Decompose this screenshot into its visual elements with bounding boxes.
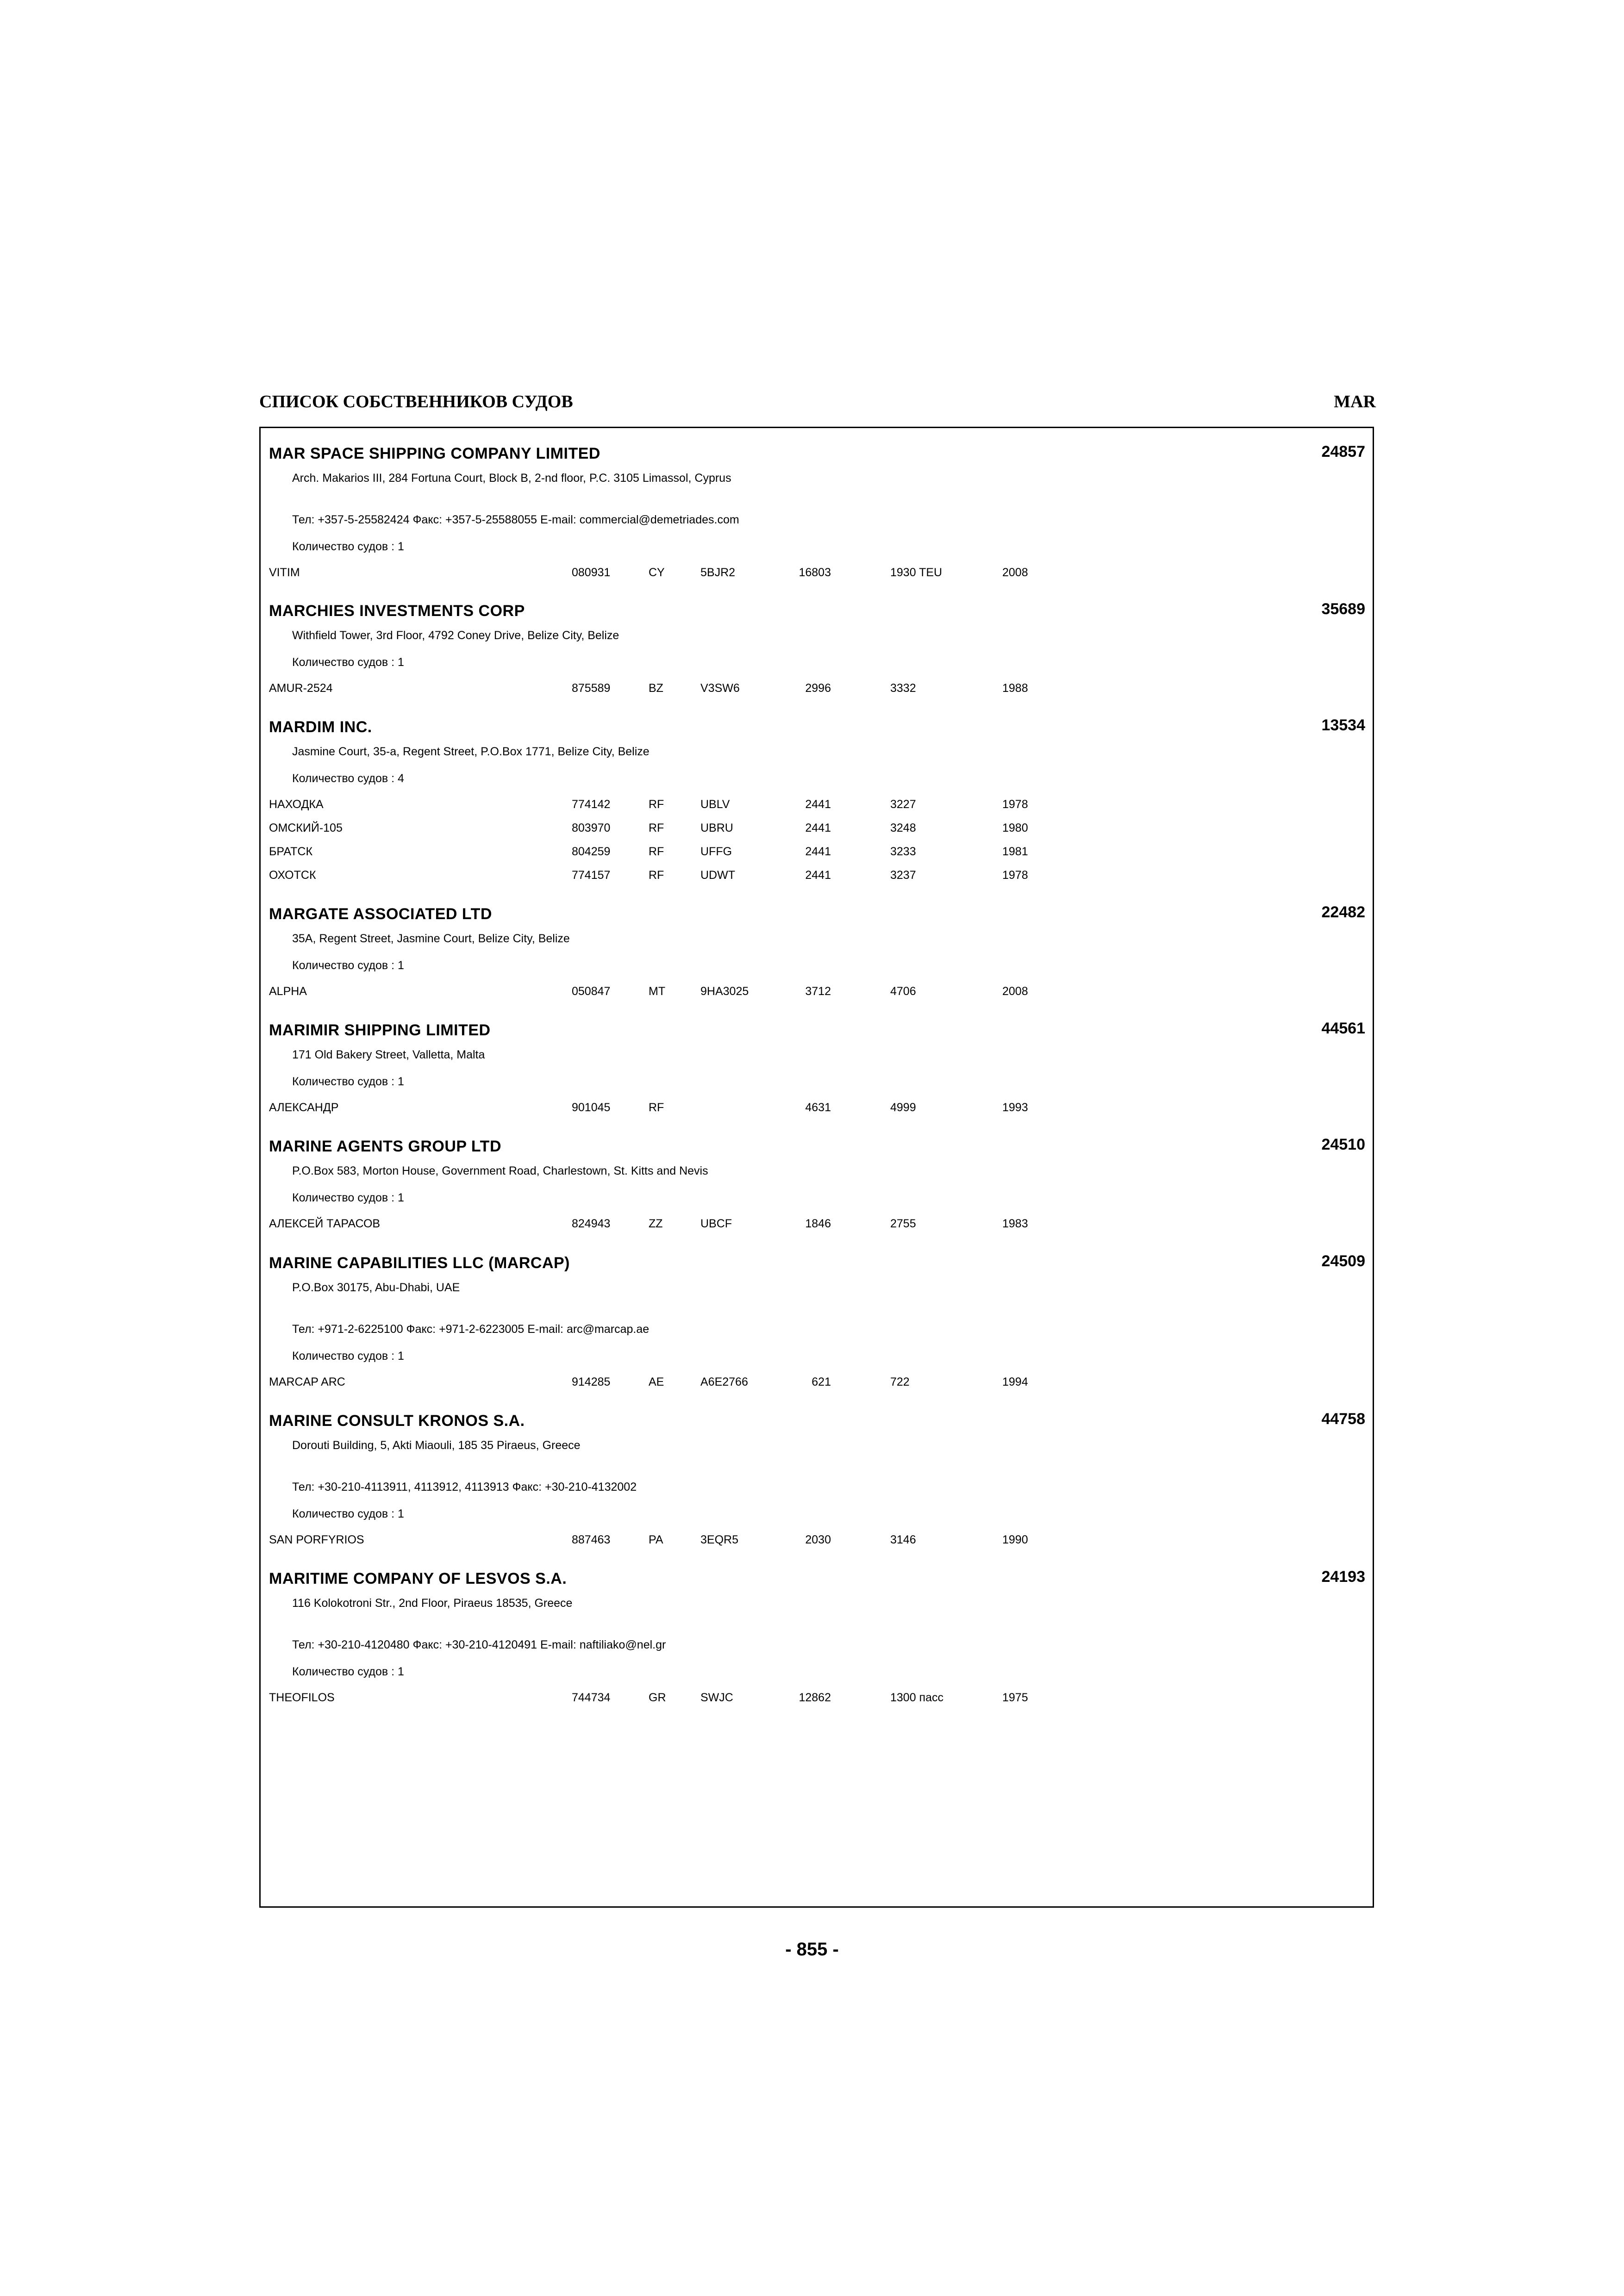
ship-id: 887463 — [572, 1533, 611, 1546]
company-name: MARINE CONSULT KRONOS S.A. — [269, 1412, 525, 1430]
ship-flag: AE — [649, 1375, 664, 1388]
company-address: P.O.Box 583, Morton House, Government Road, Charlestown, St. Kitts and Nevis — [292, 1164, 708, 1177]
company-contact: Тел: +30-210-4113911, 4113912, 4113913 Факс: +30-210-4132002 — [292, 1481, 637, 1493]
ship-gt: 2030 — [805, 1533, 831, 1546]
ship-id: 901045 — [572, 1101, 611, 1114]
ship-year: 1978 — [1002, 798, 1028, 811]
ship-callsign: UBRU — [700, 821, 733, 834]
ship-id: 050847 — [572, 985, 611, 998]
ship-flag: RF — [649, 821, 664, 834]
ship-callsign: 3EQR5 — [700, 1533, 738, 1546]
ship-name: SAN PORFYRIOS — [269, 1533, 364, 1546]
ship-name: АЛЕКСАНДР — [269, 1101, 339, 1114]
company-name: MARCHIES INVESTMENTS CORP — [269, 602, 525, 620]
company-name: MARIMIR SHIPPING LIMITED — [269, 1021, 491, 1039]
ship-year: 1983 — [1002, 1217, 1028, 1230]
ship-name: БРАТСК — [269, 845, 313, 858]
company-name: MARITIME COMPANY OF LESVOS S.A. — [269, 1570, 567, 1587]
ship-name: ОХОТСК — [269, 869, 316, 882]
vessel-count: Количество судов : 1 — [292, 1075, 404, 1088]
ship-id: 875589 — [572, 682, 611, 695]
ship-dwt: 3233 — [890, 845, 916, 858]
ship-gt: 1846 — [805, 1217, 831, 1230]
company-code: 24193 — [1321, 1568, 1365, 1586]
company-code: 13534 — [1321, 716, 1365, 734]
company-address: P.O.Box 30175, Abu-Dhabi, UAE — [292, 1281, 460, 1294]
ship-flag: ZZ — [649, 1217, 663, 1230]
company-name: MARINE CAPABILITIES LLC (MARCAP) — [269, 1254, 570, 1272]
ship-row — [261, 1217, 1373, 1233]
page-title: СПИСОК СОБСТВЕННИКОВ СУДОВ — [259, 392, 573, 411]
ship-row — [261, 798, 1373, 814]
ship-gt: 2441 — [805, 869, 831, 882]
ship-name: MARCAP ARC — [269, 1375, 345, 1388]
vessel-count: Количество судов : 4 — [292, 772, 404, 785]
section-letters: MAR — [1334, 392, 1376, 411]
ship-dwt: 3248 — [890, 821, 916, 834]
vessel-count: Количество судов : 1 — [292, 1665, 404, 1678]
company-address: 171 Old Bakery Street, Valletta, Malta — [292, 1048, 485, 1061]
vessel-count: Количество судов : 1 — [292, 959, 404, 972]
ship-dwt: 3146 — [890, 1533, 916, 1546]
ship-year: 1981 — [1002, 845, 1028, 858]
ship-id: 914285 — [572, 1375, 611, 1388]
ship-gt: 3712 — [805, 985, 831, 998]
ship-flag: GR — [649, 1691, 666, 1704]
ship-gt: 2441 — [805, 845, 831, 858]
ship-name: AMUR-2524 — [269, 682, 333, 695]
ship-callsign: UFFG — [700, 845, 732, 858]
ship-callsign: 9HA3025 — [700, 985, 749, 998]
ship-name: АЛЕКСЕЙ ТАРАСОВ — [269, 1217, 381, 1230]
ship-dwt: 2755 — [890, 1217, 916, 1230]
ship-row — [261, 821, 1373, 837]
ship-row — [261, 1101, 1373, 1117]
ship-year: 2008 — [1002, 566, 1028, 579]
ship-row — [261, 1691, 1373, 1707]
ship-flag: BZ — [649, 682, 663, 695]
ship-year: 2008 — [1002, 985, 1028, 998]
ship-dwt: 1300 пасс — [890, 1691, 944, 1704]
ship-callsign: UBLV — [700, 798, 730, 811]
company-name: MAR SPACE SHIPPING COMPANY LIMITED — [269, 445, 600, 462]
ship-gt: 12862 — [799, 1691, 831, 1704]
ship-name: VITIM — [269, 566, 300, 579]
ship-flag: RF — [649, 798, 664, 811]
vessel-count: Количество судов : 1 — [292, 1350, 404, 1363]
ship-flag: MT — [649, 985, 666, 998]
ship-row — [261, 1533, 1373, 1549]
ship-year: 1988 — [1002, 682, 1028, 695]
ship-gt: 2996 — [805, 682, 831, 695]
ship-flag: RF — [649, 845, 664, 858]
ship-row — [261, 682, 1373, 697]
vessel-count: Количество судов : 1 — [292, 1507, 404, 1520]
ship-year: 1978 — [1002, 869, 1028, 882]
ship-flag: PA — [649, 1533, 663, 1546]
company-name: MARINE AGENTS GROUP LTD — [269, 1138, 501, 1155]
company-address: Arch. Makarios III, 284 Fortuna Court, Block B, 2-nd floor, P.C. 3105 Limassol, Cyprus — [292, 472, 731, 485]
ship-gt: 16803 — [799, 566, 831, 579]
company-code: 24509 — [1321, 1252, 1365, 1270]
ship-dwt: 4999 — [890, 1101, 916, 1114]
ship-flag: RF — [649, 869, 664, 882]
ship-name: ALPHA — [269, 985, 307, 998]
company-code: 22482 — [1321, 903, 1365, 921]
ship-callsign: UBCF — [700, 1217, 732, 1230]
ship-year: 1990 — [1002, 1533, 1028, 1546]
ship-id: 774142 — [572, 798, 611, 811]
page-header — [259, 392, 1376, 419]
listing-frame — [259, 427, 1374, 1908]
ship-name: НАХОДКА — [269, 798, 324, 811]
ship-callsign: SWJC — [700, 1691, 733, 1704]
ship-callsign: V3SW6 — [700, 682, 740, 695]
ship-id: 080931 — [572, 566, 611, 579]
company-address: Withfield Tower, 3rd Floor, 4792 Coney Drive, Belize City, Belize — [292, 629, 619, 642]
ship-callsign: UDWT — [700, 869, 735, 882]
page-number: - 855 - — [785, 1939, 839, 1960]
ship-row — [261, 566, 1373, 582]
company-code: 24857 — [1321, 443, 1365, 460]
company-address: 116 Kolokotroni Str., 2nd Floor, Piraeus 18535, Greece — [292, 1597, 573, 1610]
ship-id: 803970 — [572, 821, 611, 834]
ship-gt: 2441 — [805, 798, 831, 811]
vessel-count: Количество судов : 1 — [292, 540, 404, 553]
ship-dwt: 3332 — [890, 682, 916, 695]
ship-id: 804259 — [572, 845, 611, 858]
company-address: 35A, Regent Street, Jasmine Court, Belize City, Belize — [292, 932, 570, 945]
ship-callsign: A6E2766 — [700, 1375, 748, 1388]
ship-row — [261, 845, 1373, 861]
ship-gt: 2441 — [805, 821, 831, 834]
ship-flag: RF — [649, 1101, 664, 1114]
company-address: Jasmine Court, 35-a, Regent Street, P.O.Box 1771, Belize City, Belize — [292, 745, 650, 758]
company-code: 35689 — [1321, 600, 1365, 618]
ship-flag: CY — [649, 566, 665, 579]
ship-dwt: 1930 TEU — [890, 566, 943, 579]
company-address: Dorouti Building, 5, Akti Miaouli, 185 35 Piraeus, Greece — [292, 1439, 581, 1452]
ship-dwt: 3227 — [890, 798, 916, 811]
company-contact: Тел: +357-5-25582424 Факс: +357-5-25588055 E-mail: commercial@demetriades.com — [292, 513, 739, 526]
ship-gt: 4631 — [805, 1101, 831, 1114]
ship-year: 1993 — [1002, 1101, 1028, 1114]
ship-dwt: 722 — [890, 1375, 910, 1388]
company-name: MARDIM INC. — [269, 718, 372, 736]
ship-row — [261, 869, 1373, 884]
ship-name: THEOFILOS — [269, 1691, 335, 1704]
ship-year: 1975 — [1002, 1691, 1028, 1704]
vessel-count: Количество судов : 1 — [292, 656, 404, 669]
ship-id: 744734 — [572, 1691, 611, 1704]
company-code: 44758 — [1321, 1410, 1365, 1428]
ship-id: 774157 — [572, 869, 611, 882]
ship-dwt: 4706 — [890, 985, 916, 998]
company-contact: Тел: +30-210-4120480 Факс: +30-210-4120491 E-mail: naftiliako@nel.gr — [292, 1638, 666, 1651]
ship-row — [261, 1375, 1373, 1391]
vessel-count: Количество судов : 1 — [292, 1191, 404, 1204]
company-code: 24510 — [1321, 1136, 1365, 1153]
ship-id: 824943 — [572, 1217, 611, 1230]
company-contact: Тел: +971-2-6225100 Факс: +971-2-6223005 E-mail: arc@marcap.ae — [292, 1323, 650, 1336]
ship-callsign: 5BJR2 — [700, 566, 736, 579]
ship-dwt: 3237 — [890, 869, 916, 882]
ship-year: 1980 — [1002, 821, 1028, 834]
ship-gt: 621 — [812, 1375, 831, 1388]
company-name: MARGATE ASSOCIATED LTD — [269, 905, 492, 923]
ship-row — [261, 985, 1373, 1001]
company-code: 44561 — [1321, 1020, 1365, 1037]
ship-year: 1994 — [1002, 1375, 1028, 1388]
ship-name: ОМСКИЙ-105 — [269, 821, 343, 834]
